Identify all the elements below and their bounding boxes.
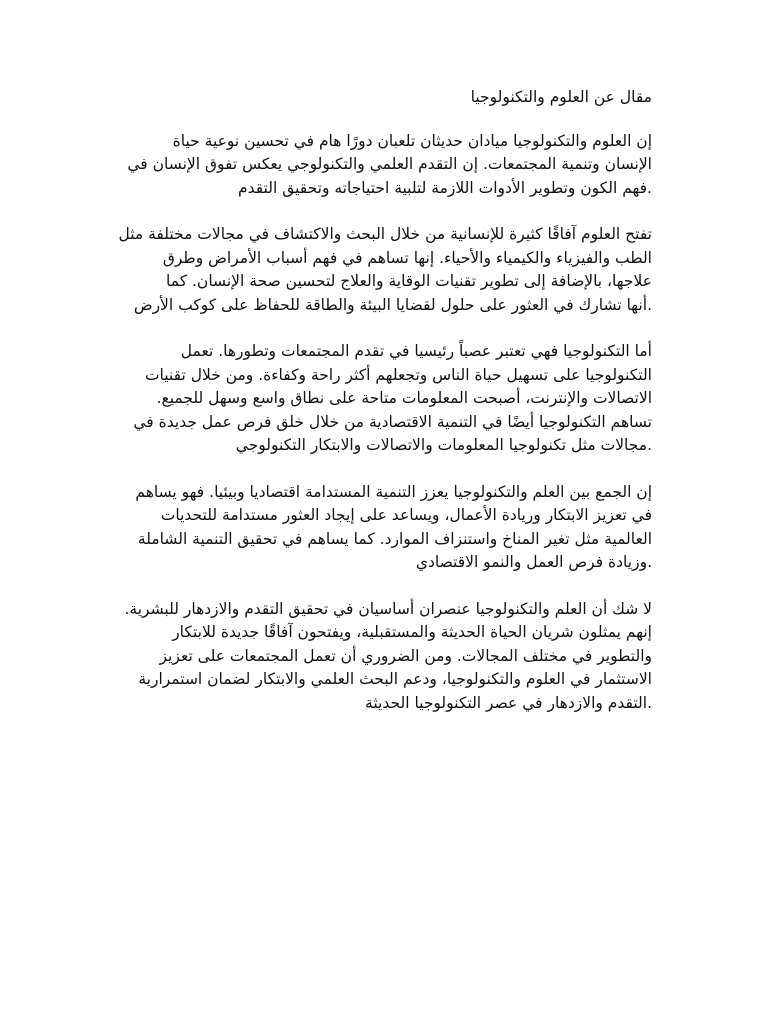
paragraph-line: علاجها، بالإضافة إلى تطوير تقنيات الوقاية والعلاج لتحسين صحة الإنسان. كما	[166, 272, 652, 290]
paragraph-5	[112, 598, 652, 716]
paragraph-3	[112, 340, 652, 458]
paragraph-line: الاتصالات والإنترنت، أصبحت المعلومات متاحة على نطاق واسع وسهل للجميع.	[156, 389, 652, 407]
paragraph-line: الإنسان وتنمية المجتمعات. إن التقدم العلمي والتكنولوجي يعكس تفوق الإنسان في	[127, 155, 652, 173]
paragraph-line: .أنها تشارك في العثور على حلول لقضايا البيئة والطاقة للحفاظ على كوكب الأرض	[133, 295, 652, 314]
document-body	[112, 86, 652, 738]
document-title: مقال عن العلوم والتكنولوجيا	[470, 88, 652, 106]
paragraph-line: .التقدم والازدهار في عصر التكنولوجيا الحديثة	[365, 693, 652, 712]
paragraph-line: الطب والفيزياء والكيمياء والأحياء. إنها تساهم في فهم أسباب الأمراض وطرق	[162, 248, 652, 267]
paragraph-4	[112, 481, 652, 575]
paragraph-line: إن العلوم والتكنولوجيا ميادان حديثان تلعبان دورًا هام في تحسين نوعية حياة	[172, 131, 652, 150]
paragraph-line: تفتح العلوم آفاقًا كثيرة للإنسانية من خلال البحث والاكتشاف في مجالات مختلفة مثل	[118, 225, 652, 243]
paragraph-line: في تعزيز الابتكار وريادة الأعمال، ويساعد على إيجاد العثور مستدامة للتحديات	[160, 506, 652, 524]
paragraph-line: لا شك أن العلم والتكنولوجيا عنصران أساسيان في تحقيق التقدم والازدهار للبشرية.	[124, 599, 652, 618]
paragraph-line: تساهم التكنولوجيا أيضًا في التنمية الاقتصادية من خلال خلق فرص عمل جديدة في	[133, 412, 652, 431]
paragraph-line: .مجالات مثل تكنولوجيا المعلومات والاتصالات والابتكار التكنولوجي	[235, 436, 652, 454]
paragraph-line: .وزيادة فرص العمل والنمو الاقتصادي	[415, 553, 652, 571]
paragraph-line: العالمية مثل تغير المناخ واستنزاف الموارد. كما يساهم في تحقيق التنمية الشاملة	[137, 529, 652, 548]
paragraph-line: .فهم الكون وتطوير الأدوات اللازمة لتلبية احتياجاته وتحقيق التقدم	[237, 178, 652, 197]
paragraph-line: أما التكنولوجيا فهي تعتبر عصباً رئيسيا في تقدم المجتمعات وتطورها. تعمل	[180, 342, 652, 360]
paragraph-2	[112, 223, 652, 317]
paragraph-line: التكنولوجيا على تسهيل حياة الناس وتجعلهم أكثر راحة وكفاءة. ومن خلال تقنيات	[144, 365, 652, 384]
paragraph-line: إن الجمع بين العلم والتكنولوجيا يعزز التنمية المستدامة اقتصاديا وبيئيا. فهو يساهم	[135, 482, 652, 501]
paragraph-line: والتطوير في مختلف المجالات. ومن الضروري أن تعمل المجتمعات على تعزيز	[159, 646, 652, 665]
paragraph-line: إنهم يمثلون شريان الحياة الحديثة والمستقبلية، ويفتحون آفاقًا جديدة للابتكار	[172, 623, 652, 641]
paragraph-1	[112, 130, 652, 201]
paragraph-line: الاستثمار في العلوم والتكنولوجيا، ودعم البحث العلمي والابتكار لضمان استمرارية	[138, 670, 652, 688]
